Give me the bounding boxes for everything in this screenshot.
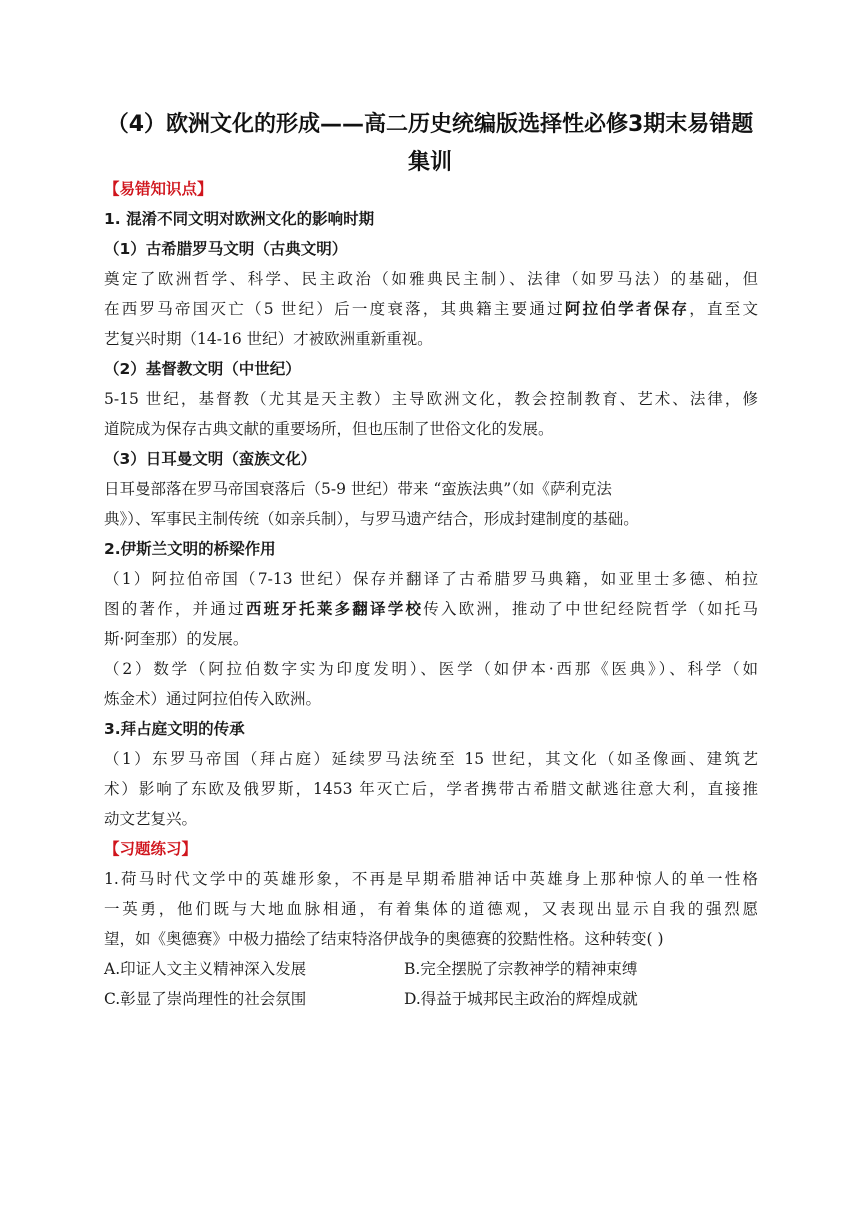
paragraph-line: （1）阿拉伯帝国（7-13 世纪）保存并翻译了古希腊罗马典籍，如亚里士多德、柏拉 [104,570,758,588]
point-1-heading: 1. 混淆不同文明对欧洲文化的影响时期 [104,210,375,228]
section-heading-knowledge: 【易错知识点】 [104,180,213,198]
point-2-heading: 2.伊斯兰文明的桥梁作用 [104,540,276,558]
page-title [90,106,770,182]
emphasis-text: 阿拉伯学者保存 [564,300,690,318]
document-body [104,174,758,1014]
paragraph-line: 术）影响了东欧及俄罗斯，1453 年灭亡后，学者携带古希腊文献逃往意大利，直接推 [104,780,758,798]
question-line: 望，如《奥德赛》中极力描绘了结束特洛伊战争的奥德赛的狡黠性格。这种转变( ) [104,930,664,948]
option-d: D.得益于城邦民主政治的辉煌成就 [404,990,638,1008]
sub-3-heading: （3）日耳曼文明（蛮族文化） [104,450,317,468]
emphasis-text: 西班牙托莱多翻译学校 [245,600,424,618]
title-line-2: 集训 [407,150,452,175]
sub-2-heading: （2）基督教文明（中世纪） [104,360,301,378]
paragraph-line: 炼金术）通过阿拉伯传入欧洲。 [104,690,322,708]
question-line: 一英勇，他们既与大地血脉相通，有着集体的道德观，又表现出显示自我的强烈愿 [104,900,758,918]
paragraph-line: 道院成为保存古典文献的重要场所，但也压制了世俗文化的发展。 [104,420,554,438]
text-span: 图的著作，并通过 [104,600,246,618]
paragraph-line: 斯·阿奎那）的发展。 [104,630,249,648]
title-line-1: （4）欧洲文化的形成——高二历史统编版选择性必修3期末易错题 [106,112,754,137]
text-span: ，直至文 [689,300,758,318]
paragraph-line: （1）东罗马帝国（拜占庭）延续罗马法统至 15 世纪，其文化（如圣像画、建筑艺 [104,750,758,768]
option-a: A.印证人文主义精神深入发展 [104,960,307,978]
text-span: 在西罗马帝国灭亡（5 世纪）后一度衰落，其典籍主要通过 [104,300,565,318]
paragraph-line: 动文艺复兴。 [104,810,198,828]
options-row [104,984,758,1014]
point-3-heading: 3.拜占庭文明的传承 [104,720,245,738]
paragraph-line [104,594,758,624]
paragraph-line: 典》）、军事民主制传统（如亲兵制），与罗马遗产结合，形成封建制度的基础。 [104,510,639,528]
section-heading-exercises: 【习题练习】 [104,840,198,858]
question-line: 1.荷马时代文学中的英雄形象，不再是早期希腊神话中英雄身上那种惊人的单一性格 [104,870,758,888]
paragraph-line: 5-15 世纪，基督教（尤其是天主教）主导欧洲文化，教会控制教育、艺术、法律，修 [104,390,758,408]
sub-1-heading: （1）古希腊罗马文明（古典文明） [104,240,348,258]
paragraph-line [104,294,758,324]
paragraph-line: 日耳曼部落在罗马帝国衰落后（5-9 世纪）带来 “蛮族法典”（如《萨利克法 [104,480,612,498]
paragraph-line: 奠定了欧洲哲学、科学、民主政治（如雅典民主制）、法律（如罗马法）的基础，但 [104,270,758,288]
paragraph-line: （2）数学（阿拉伯数字实为印度发明）、医学（如伊本·西那《医典》）、科学（如 [104,660,758,678]
options-row [104,954,758,984]
option-c: C.彰显了崇尚理性的社会氛围 [104,990,307,1008]
paragraph-line: 艺复兴时期（14-16 世纪）才被欧洲重新重视。 [104,330,433,348]
option-b: B.完全摆脱了宗教神学的精神束缚 [404,960,638,978]
text-span: 传入欧洲，推动了中世纪经院哲学（如托马 [423,600,758,618]
